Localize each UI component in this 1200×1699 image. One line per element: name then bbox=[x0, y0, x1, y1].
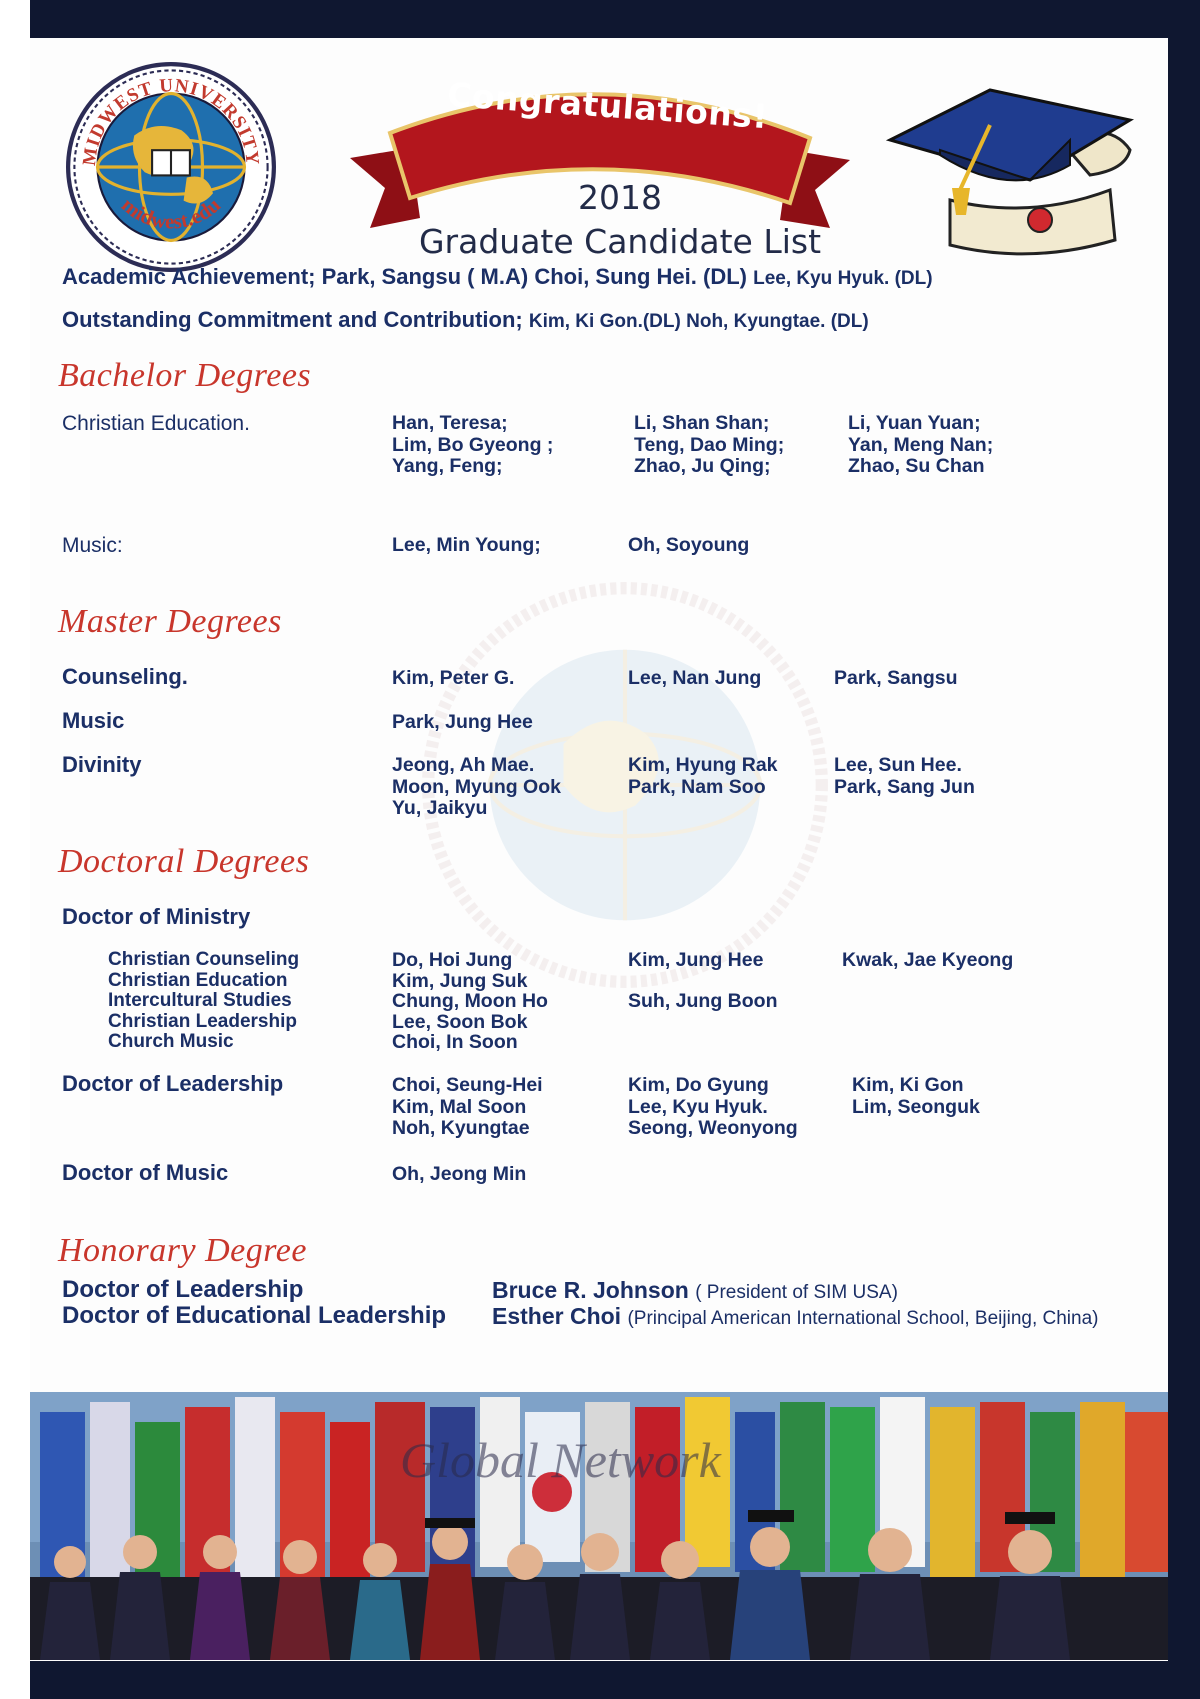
names-column bbox=[634, 413, 784, 478]
honoree-role: ( President of SIM USA) bbox=[695, 1282, 898, 1303]
frame-right bbox=[1168, 0, 1200, 1699]
name-entry: Li, Yuan Yuan; bbox=[848, 412, 981, 434]
frame-bottom bbox=[30, 1661, 1200, 1699]
name-entry: Do, Hoi Jung bbox=[392, 949, 513, 971]
section-title-bachelor: Bachelor Degrees bbox=[58, 357, 312, 394]
name-entry: Jeong, Ah Mae. bbox=[392, 754, 535, 776]
year-heading: 2018 bbox=[578, 178, 662, 217]
name-entry: Kim, Hyung Rak bbox=[628, 754, 778, 776]
category-christian-education: Christian Education. bbox=[62, 412, 250, 435]
honoree-name: Esther Choi bbox=[492, 1303, 622, 1329]
names-column bbox=[834, 668, 958, 690]
name-entry: Choi, In Soon bbox=[392, 1031, 518, 1053]
name-entry: Park, Jung Hee bbox=[392, 711, 533, 733]
outstanding-label: Outstanding Commitment and Contribution; bbox=[62, 307, 523, 332]
category-doctor-of-music: Doctor of Music bbox=[62, 1160, 229, 1185]
name-entry: Kim, Peter G. bbox=[392, 667, 515, 689]
name-entry: Han, Teresa; bbox=[392, 412, 508, 434]
honorary-degree-2: Doctor of Educational Leadership bbox=[62, 1302, 447, 1329]
concentration-item: Christian Education bbox=[108, 969, 288, 991]
category-doctor-of-ministry: Doctor of Ministry bbox=[62, 904, 251, 929]
concentration-item: Christian Counseling bbox=[108, 949, 300, 970]
banner-text: Global Network bbox=[400, 1432, 721, 1488]
name-entry: Kwak, Jae Kyeong bbox=[842, 949, 1014, 971]
name-entry: Kim, Mal Soon bbox=[392, 1095, 527, 1118]
concentration-item: Christian Leadership bbox=[108, 1010, 297, 1032]
names-column bbox=[392, 712, 533, 734]
category-divinity: Divinity bbox=[62, 752, 142, 777]
honoree-1 bbox=[492, 1277, 898, 1304]
name-entry: Lim, Seonguk bbox=[852, 1095, 980, 1118]
academic-achievement-extra: Lee, Kyu Hyuk. (DL) bbox=[753, 268, 933, 289]
seal-text-bottom: midwest.edu bbox=[117, 192, 225, 234]
honoree-name: Bruce R. Johnson bbox=[492, 1277, 689, 1303]
names-column bbox=[852, 1075, 980, 1118]
name-entry: Yan, Meng Nan; bbox=[848, 433, 994, 456]
frame-top bbox=[30, 0, 1200, 38]
name-entry: Park, Sang Jun bbox=[834, 775, 975, 798]
name-entry: Kim, Ki Gon bbox=[852, 1074, 964, 1096]
category-music-bachelor: Music: bbox=[62, 534, 123, 557]
honoree-2 bbox=[492, 1303, 1099, 1330]
names-column bbox=[628, 755, 778, 798]
names-column bbox=[392, 1075, 543, 1140]
name-entry: Yu, Jaikyu bbox=[392, 797, 488, 819]
name-entry: Chung, Moon Ho bbox=[392, 990, 548, 1012]
ministry-concentrations bbox=[108, 950, 299, 1053]
category-doctor-of-leadership: Doctor of Leadership bbox=[62, 1071, 284, 1096]
names-column bbox=[628, 1075, 798, 1140]
names-column bbox=[392, 413, 553, 478]
graduation-cap-icon bbox=[880, 80, 1140, 260]
name-entry: Park, Nam Soo bbox=[628, 775, 766, 798]
concentration-item: Church Music bbox=[108, 1031, 234, 1052]
names-column bbox=[392, 535, 541, 557]
concentration-item: Intercultural Studies bbox=[108, 990, 292, 1011]
ceremony-photo bbox=[30, 1392, 1168, 1660]
names-column bbox=[392, 755, 561, 820]
name-entry: Choi, Seung-Hei bbox=[392, 1074, 543, 1096]
names-column bbox=[392, 668, 514, 690]
page-title: Graduate Candidate List bbox=[418, 222, 822, 261]
name-entry: Oh, Soyoung bbox=[628, 534, 750, 556]
name-entry: Lim, Bo Gyeong ; bbox=[392, 433, 554, 456]
category-counseling: Counseling. bbox=[62, 664, 188, 689]
name-entry: Kim, Jung Hee bbox=[628, 949, 764, 971]
name-entry: Moon, Myung Ook bbox=[392, 775, 561, 798]
names-column bbox=[848, 413, 993, 478]
name-entry: Teng, Dao Ming; bbox=[634, 433, 785, 456]
name-entry: Lee, Kyu Hyuk. bbox=[628, 1095, 768, 1118]
name-entry: Zhao, Ju Qing; bbox=[634, 455, 771, 477]
academic-achievement-line bbox=[62, 264, 933, 290]
honoree-role: (Principal American International School, Beijing, China) bbox=[627, 1308, 1099, 1329]
seal-text-top: MIDWEST UNIVERSITY bbox=[78, 75, 263, 167]
university-seal bbox=[66, 62, 276, 272]
ribbon-text: Congratulations! bbox=[446, 74, 770, 137]
name-entry: Noh, Kyungtae bbox=[392, 1117, 530, 1139]
name-entry: Oh, Jeong Min bbox=[392, 1163, 527, 1185]
honorary-degree-1: Doctor of Leadership bbox=[62, 1276, 304, 1303]
names-column bbox=[628, 535, 749, 557]
names-column bbox=[392, 950, 548, 1053]
academic-achievement-text: Academic Achievement; Park, Sangsu ( M.A) Choi, Sung Hei. (DL) bbox=[62, 264, 747, 289]
name-entry: Lee, Min Young; bbox=[392, 534, 541, 556]
name-entry: Lee, Nan Jung bbox=[628, 667, 762, 689]
name-entry: Li, Shan Shan; bbox=[634, 412, 770, 434]
name-entry: Seong, Weonyong bbox=[628, 1117, 798, 1139]
category-music-master: Music bbox=[62, 708, 125, 733]
section-title-doctoral: Doctoral Degrees bbox=[58, 843, 310, 880]
section-title-master: Master Degrees bbox=[58, 603, 282, 640]
outstanding-contribution-line bbox=[62, 307, 869, 333]
name-entry: Kim, Jung Suk bbox=[392, 969, 528, 992]
names-column bbox=[628, 668, 761, 690]
name-entry: Suh, Jung Boon bbox=[628, 990, 778, 1012]
name-entry: Yang, Feng; bbox=[392, 455, 503, 477]
names-column bbox=[834, 755, 975, 798]
name-entry: Park, Sangsu bbox=[834, 667, 958, 689]
name-entry: Lee, Sun Hee. bbox=[834, 754, 962, 776]
name-entry: Kim, Do Gyung bbox=[628, 1074, 769, 1096]
name-entry: Zhao, Su Chan bbox=[848, 455, 985, 477]
name-entry: Lee, Soon Bok bbox=[392, 1010, 528, 1033]
outstanding-names: Kim, Ki Gon.(DL) Noh, Kyungtae. (DL) bbox=[528, 311, 869, 332]
section-title-honorary: Honorary Degree bbox=[58, 1232, 307, 1269]
